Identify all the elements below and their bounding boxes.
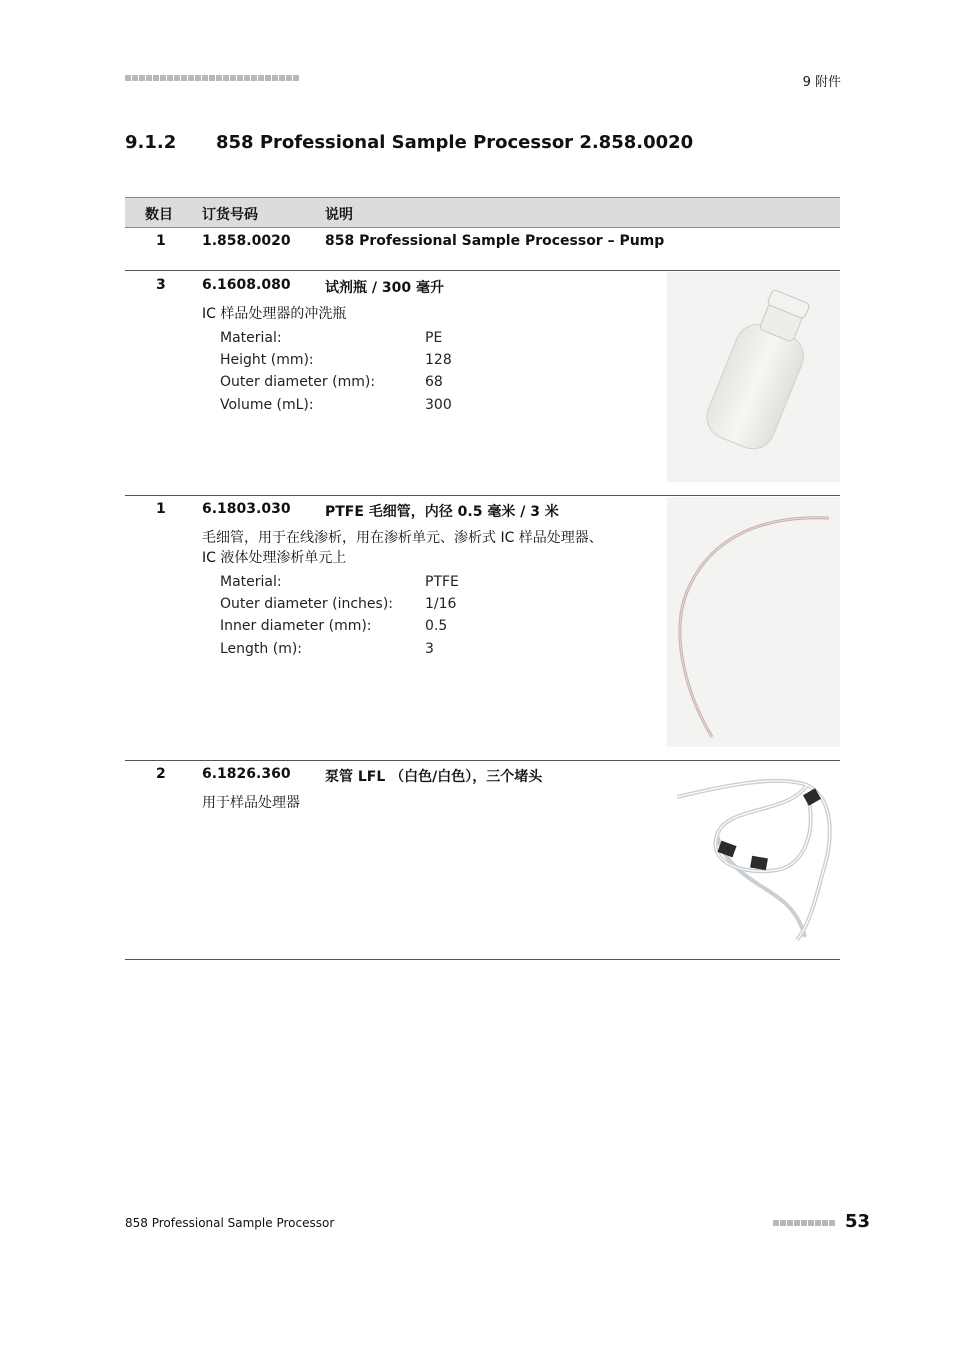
row-order-no: 6.1803.030 bbox=[202, 501, 291, 517]
spec-label: Material: bbox=[220, 574, 282, 590]
row-title: 858 Professional Sample Processor – Pump bbox=[325, 233, 665, 249]
row-order-no: 1.858.0020 bbox=[202, 233, 291, 249]
spec-label: Outer diameter (mm): bbox=[220, 374, 376, 390]
row-divider bbox=[125, 270, 840, 271]
row-qty: 1 bbox=[156, 501, 166, 517]
spec-value: 68 bbox=[425, 374, 443, 390]
row-title: 泵管 LFL （白色/白色），三个堵头 bbox=[325, 769, 543, 785]
row-qty: 3 bbox=[156, 277, 166, 293]
spec-value: PE bbox=[425, 330, 443, 346]
col-qty: 数目 bbox=[145, 207, 173, 223]
spec-label: Inner diameter (mm): bbox=[220, 618, 372, 634]
spec-label: Height (mm): bbox=[220, 352, 314, 368]
row-divider bbox=[125, 495, 840, 496]
row-description: IC 样品处理器的冲洗瓶 bbox=[202, 306, 347, 322]
row-title: 试剂瓶 / 300 毫升 bbox=[325, 280, 444, 296]
footer-squares bbox=[773, 1220, 835, 1226]
row-order-no: 6.1608.080 bbox=[202, 277, 291, 293]
section-heading: 858 Professional Sample Processor 2.858.0020 bbox=[216, 132, 694, 153]
capillary-image bbox=[667, 497, 840, 747]
row-qty: 1 bbox=[156, 233, 166, 249]
spec-value: 300 bbox=[425, 397, 452, 413]
footer-product: 858 Professional Sample Processor bbox=[125, 1216, 335, 1230]
row-order-no: 6.1826.360 bbox=[202, 766, 291, 782]
pump-tubing-image bbox=[667, 765, 840, 945]
row-description-line1: 毛细管，用于在线渗析，用在渗析单元、渗析式 IC 样品处理器、 bbox=[202, 530, 603, 546]
row-description-line2: IC 液体处理渗析单元上 bbox=[202, 550, 347, 566]
row-divider bbox=[125, 760, 840, 761]
bottle-image bbox=[667, 272, 840, 482]
spec-value: 1/16 bbox=[425, 596, 457, 612]
header-squares bbox=[125, 75, 299, 81]
spec-value: 3 bbox=[425, 641, 434, 657]
section-number: 9.1.2 bbox=[125, 132, 177, 153]
spec-value: 0.5 bbox=[425, 618, 448, 634]
chapter-label: 9 附件 bbox=[802, 75, 841, 90]
table-bottom-rule bbox=[125, 959, 840, 960]
row-title: PTFE 毛细管，内径 0.5 毫米 / 3 米 bbox=[325, 504, 559, 520]
spec-label: Outer diameter (inches): bbox=[220, 596, 393, 612]
page-number: 53 bbox=[845, 1211, 871, 1232]
col-order-no: 订货号码 bbox=[202, 207, 258, 223]
row-qty: 2 bbox=[156, 766, 166, 782]
col-description: 说明 bbox=[325, 207, 353, 223]
spec-label: Volume (mL): bbox=[220, 397, 314, 413]
section-title bbox=[125, 132, 693, 153]
spec-label: Length (m): bbox=[220, 641, 303, 657]
table-header bbox=[125, 197, 840, 228]
row-description: 用于样品处理器 bbox=[202, 795, 300, 811]
spec-label: Material: bbox=[220, 330, 282, 346]
spec-value: 128 bbox=[425, 352, 452, 368]
spec-value: PTFE bbox=[425, 574, 459, 590]
